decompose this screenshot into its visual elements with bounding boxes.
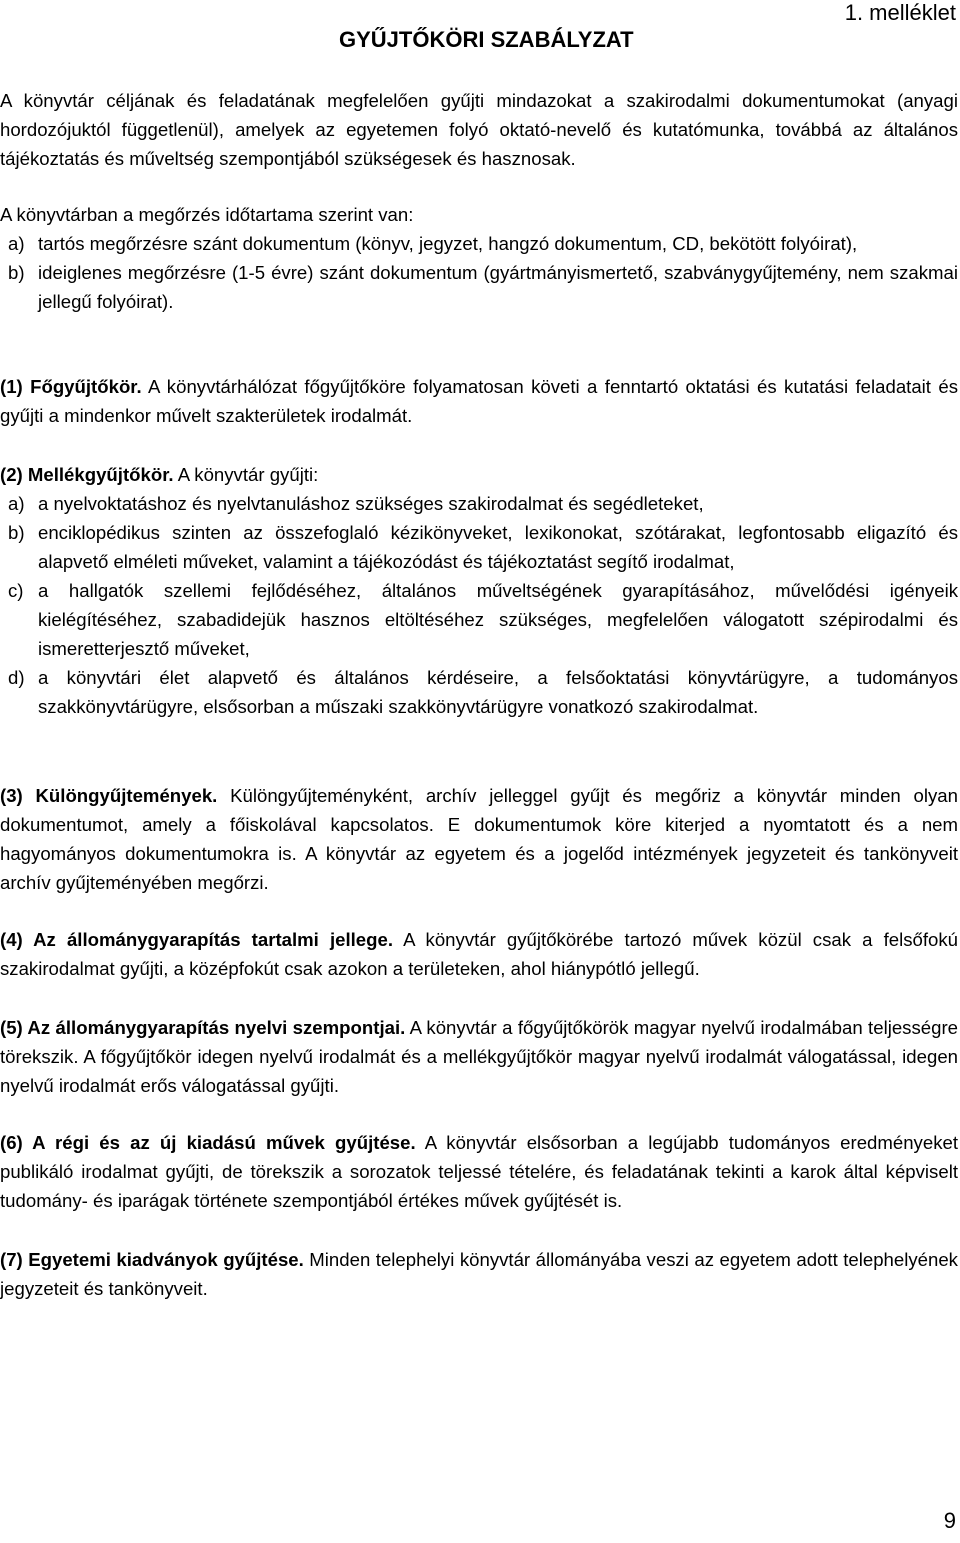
list-item: [0, 663, 958, 721]
section-content-character: [0, 925, 958, 983]
section-text: A könyvtár gyűjti:: [173, 464, 319, 485]
list-item: [0, 489, 958, 518]
section-text: A könyvtárhálózat főgyűjtőköre folyamatosan követi a fenntartó oktatási és kutatási feladatait és gyűjti a mindenkor művelt szakterületek irodalmát.: [0, 376, 959, 426]
section-secondary-collection: [0, 460, 958, 721]
list-marker: b): [8, 262, 25, 283]
list-marker: d): [8, 667, 25, 688]
list-item: [0, 258, 958, 316]
intro-paragraph: A könyvtár céljának és feladatának megfelelően gyűjti mindazokat a szakirodalmi dokumentumokat (anyagi hordozójuktól függetlenül), amelyek az egyetemen folyó oktató-nevelő és kutatómunka, továbbá az általános tájékoztatás és műveltség szempontjából szükségesek és hasznosak.: [0, 90, 958, 169]
list-text: a könyvtári élet alapvető és általános kérdéseire, a felsőoktatási könyvtárügyre, a tudományos szakkönyvtárügyre, elsősorban a műszaki szakkönyvtárügyre vonatkozó szakirodalmat.: [38, 667, 958, 717]
list-text: a hallgatók szellemi fejlődéséhez, általános műveltségének gyarapításához, művelődési igényeik kielégítéséhez, szabadidejük hasznos eltöltéséhez szükséges, megfelelően válogatott szépirodalmi és ismeretterjesztő műveket,: [38, 580, 958, 659]
retention-lead: A könyvtárban a megőrzés időtartama szerint van:: [0, 204, 414, 225]
section-heading: (6) A régi és az új kiadású művek gyűjtése.: [0, 1132, 416, 1153]
list-text: tartós megőrzésre szánt dokumentum (könyv, jegyzet, hangzó dokumentum, CD, bekötött folyóirat),: [38, 233, 858, 254]
section-special-collections: [0, 781, 958, 897]
section-text: Minden telephelyi könyvtár állományába veszi az egyetem adott telephelyének jegyzeteit és tankönyveit.: [0, 1249, 958, 1299]
section-main-collection: [0, 372, 958, 430]
list-text: enciklopédikus szinten az összefoglaló kézikönyveket, lexikonokat, szótárakat, legfontosabb eligazító és alapvető elméleti műveket, valamint a tájékozódást és tájékoztatást segítő irodalmat,: [38, 522, 958, 572]
retention-section: [0, 200, 958, 316]
section-heading: (5) Az állománygyarapítás nyelvi szempontjai.: [0, 1017, 406, 1038]
document-title: GYŰJTŐKÖRI SZABÁLYZAT: [339, 27, 634, 52]
section-university-publications: [0, 1245, 958, 1303]
list-text: ideiglenes megőrzésre (1-5 évre) szánt dokumentum (gyártmányismertető, szabványgyűjtemény, nem szakmai jellegű folyóirat).: [38, 262, 958, 312]
section-heading: (4) Az állománygyarapítás tartalmi jellege.: [0, 929, 393, 950]
list-item: [0, 229, 958, 258]
annex-label: 1. melléklet: [844, 0, 956, 25]
list-marker: b): [8, 522, 25, 543]
section-heading: (1) Főgyűjtőkör.: [0, 376, 142, 397]
list-text: a nyelvoktatáshoz és nyelvtanuláshoz szükséges szakirodalmat és segédleteket,: [38, 493, 704, 514]
list-item: [0, 518, 958, 576]
section-text: A könyvtár gyűjtőkörébe tartozó művek közül csak a felsőfokú szakirodalmat gyűjti, a középfokút csak azokon a területeken, ahol hiánypótló jellegű.: [0, 929, 958, 979]
page-number: 9: [943, 1508, 956, 1533]
section-text: A könyvtár elsősorban a legújabb tudományos eredményeket publikáló irodalmat gyűjti, de törekszik a sorozatok teljessé tételére, és feladatának tekinti a karok által képviselt tudomány- és iparágak története szempontjából értékes művek gyűjtését is.: [0, 1132, 959, 1211]
section-heading: (3) Különgyűjtemények.: [0, 785, 218, 806]
section-old-new-editions: [0, 1128, 958, 1215]
list-marker: a): [8, 493, 25, 514]
section-heading: (7) Egyetemi kiadványok gyűjtése.: [0, 1249, 304, 1270]
section-text: Különgyűjteményként, archív jelleggel gyűjt és megőriz a könyvtár minden olyan dokumentumot, amely a főiskolával kapcsolatos. E dokumentumok köre kiterjed a nyomtatott és a nem hagyományos dokumentumokra is. A könyvtár az egyetem és a jogelőd intézmények jegyzeteit és tankönyveit archív gyűjteményében megőrzi.: [0, 785, 958, 893]
list-item: [0, 576, 958, 663]
section-heading: (2) Mellékgyűjtőkör.: [0, 464, 174, 485]
section-text: A könyvtár a főgyűjtőkörök magyar nyelvű irodalmában teljességre törekszik. A főgyűjtőkör idegen nyelvű irodalmát és a mellékgyűjtőkör magyar nyelvű irodalmát válogatással, idegen nyelvű irodalmát erős válogatással gyűjti.: [0, 1017, 958, 1096]
list-marker: a): [8, 233, 25, 254]
list-marker: c): [8, 580, 24, 601]
section-language-aspects: [0, 1013, 958, 1100]
